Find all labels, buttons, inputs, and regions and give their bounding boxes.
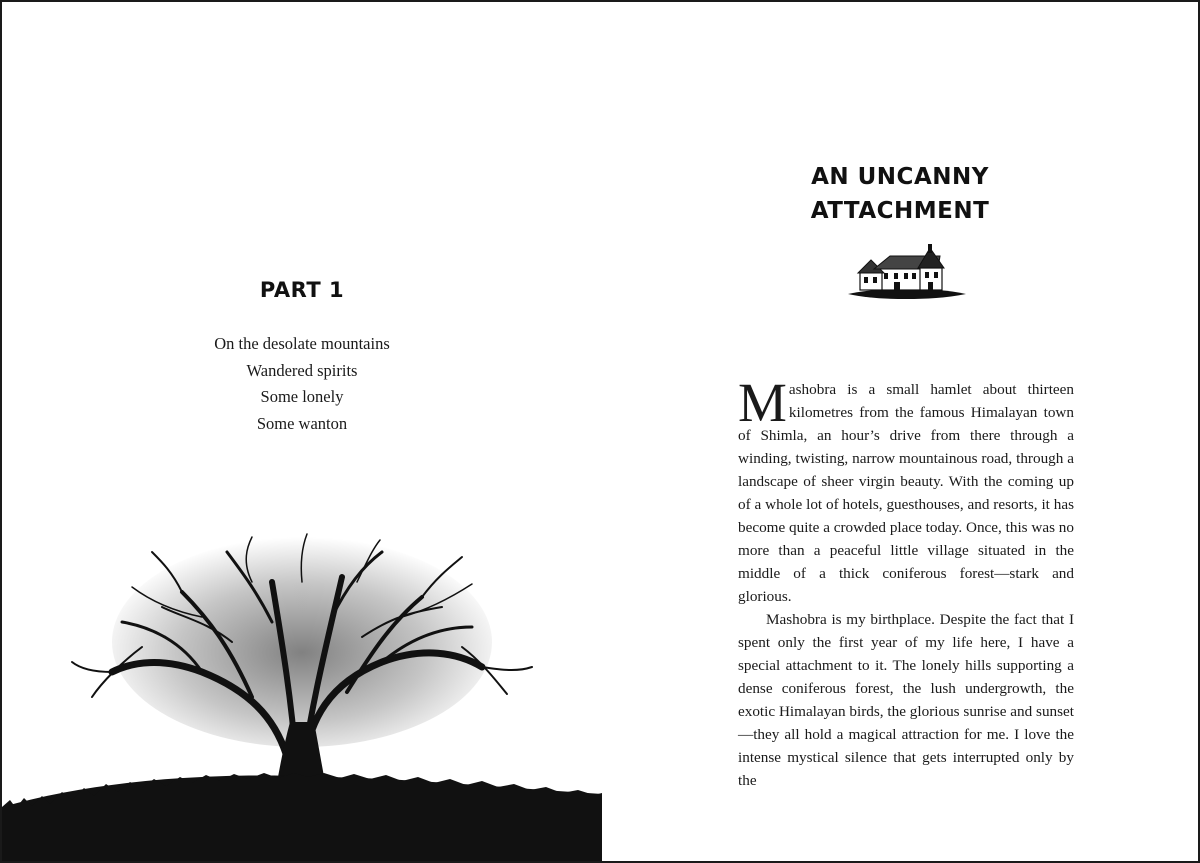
poem-line: Wandered spirits	[246, 360, 358, 380]
part-title: PART 1	[259, 278, 345, 302]
tree-illustration	[2, 522, 602, 861]
drop-cap: M	[738, 372, 787, 433]
right-page	[602, 2, 1198, 861]
chapter-body	[738, 372, 1074, 792]
left-page	[2, 2, 602, 861]
poem-line: On the desolate mountains	[214, 334, 390, 353]
paragraph	[738, 372, 1074, 608]
poem-line: Some lonely	[260, 387, 344, 407]
poem-line: Some wanton	[256, 414, 348, 434]
chapter-title	[602, 160, 1198, 228]
paragraph-text: ashobra is a small hamlet about thirteen kilometres from the famous Himalayan town of Shimla, an hour’s drive from there through a winding, twisting, narrow mountainous road, through a landscape of sheer virgin beauty. With the coming up of a whole lot of hotels, guesthouses, and resorts, it has become quite a crowded place today. Once, this was no more than a peaceful little village situated in the middle of a thick coniferous forest—stark and glorious.	[738, 381, 1074, 605]
epigraph-poem	[2, 331, 602, 438]
chapter-title-line: AN UNCANNY	[811, 164, 989, 190]
chapter-title-line: ATTACHMENT	[810, 198, 990, 224]
house-illustration	[846, 242, 968, 304]
paragraph: Mashobra is my birthplace. Despite the fact that I spent only the first year of my life here, I have a special attachment to it. The lonely hills supporting a dense coniferous forest, the lush undergrowth, the exotic Himalayan birds, the glorious sunrise and sunset—they all hold a magical attraction for me. I love the intense mystical silence that gets interrupted only by the	[738, 611, 1074, 789]
